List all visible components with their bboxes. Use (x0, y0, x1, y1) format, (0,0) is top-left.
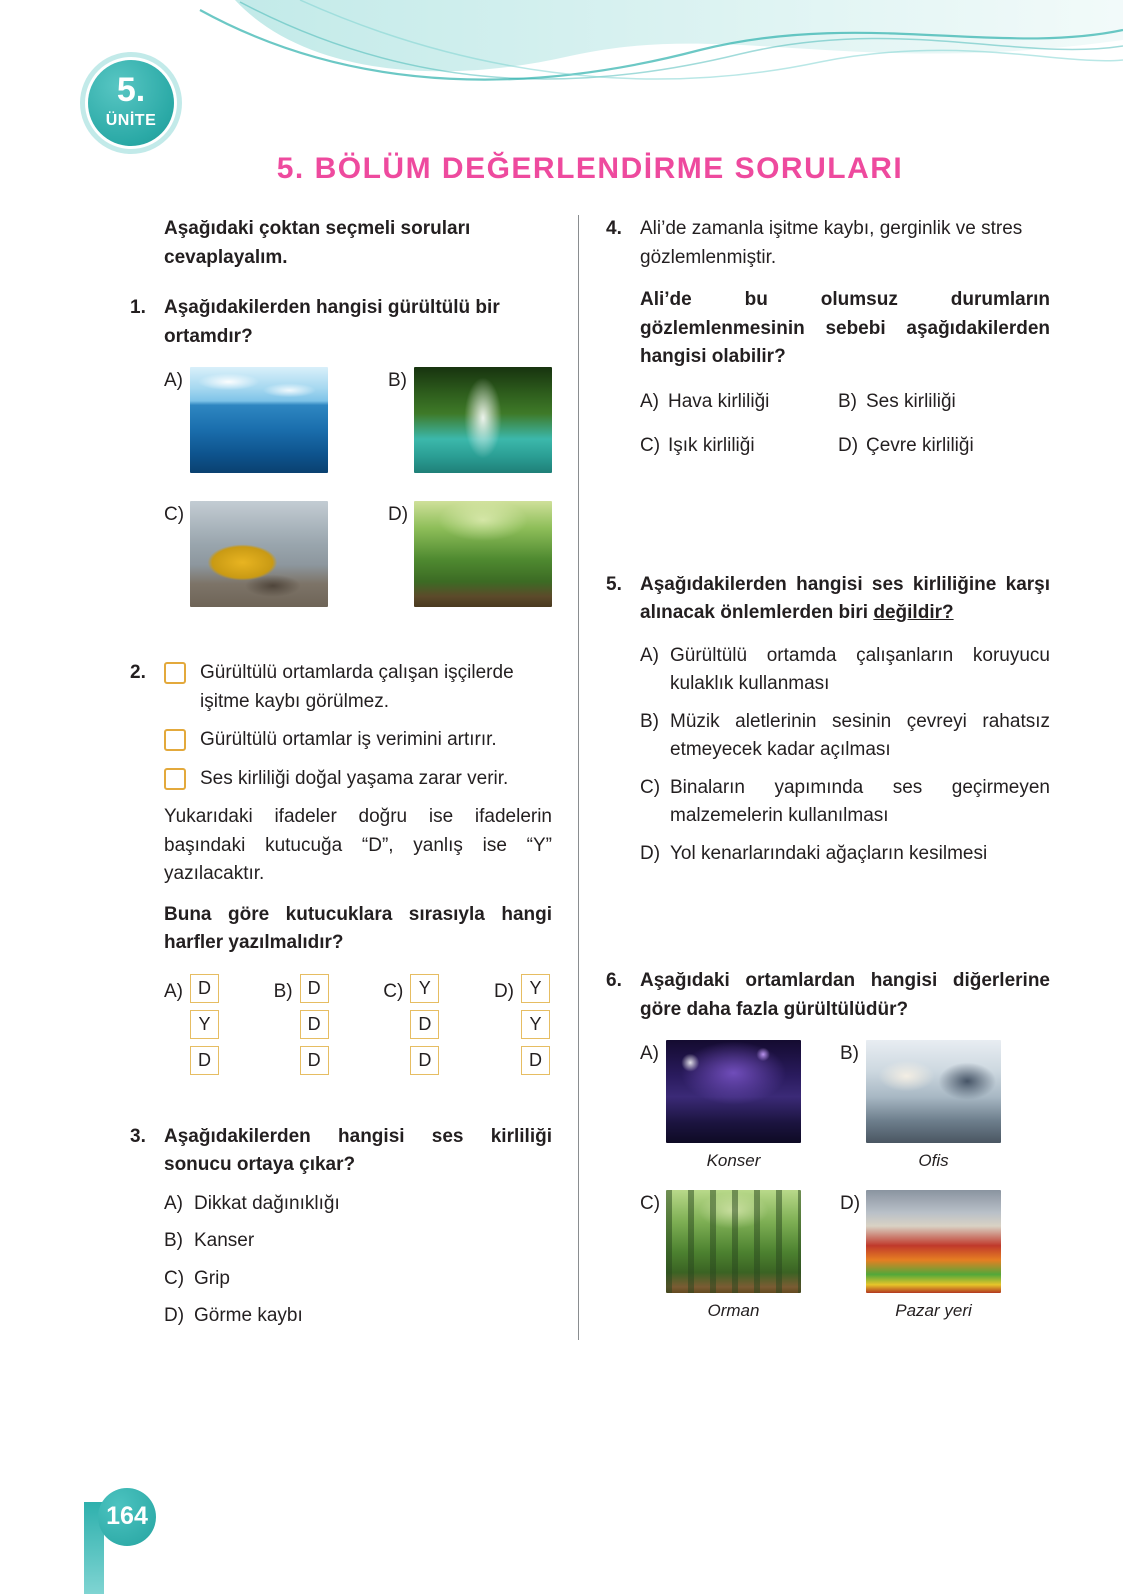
q3-option-c-text: Grip (194, 1267, 230, 1289)
forest-photo (414, 501, 552, 607)
page-number: 164 (106, 1502, 148, 1531)
q2-option-a (164, 974, 219, 1075)
q1-option-d-label: D) (388, 504, 409, 525)
q5-option-d-text: Yol kenarlarındaki ağaçların kesilmesi (670, 842, 988, 864)
q3-option-c (164, 1265, 552, 1294)
letter-box: D (190, 1046, 219, 1075)
q3-option-a-label: A) (164, 1192, 183, 1214)
q5-option-c (640, 774, 1050, 831)
concert-photo (666, 1040, 801, 1143)
q4-option-b-label: B) (838, 390, 857, 412)
question-2 (130, 659, 552, 1075)
letter-box: D (521, 1046, 550, 1075)
q4-option-c (640, 432, 838, 461)
q6-option-c-label: C) (640, 1192, 661, 1214)
question-5 (606, 571, 1050, 878)
q6-option-d-caption: Pazar yeri (895, 1300, 972, 1320)
statement-3-checkbox[interactable] (164, 768, 186, 790)
question-4-number: 4. (606, 218, 622, 239)
letter-box: D (300, 1046, 329, 1075)
q5-option-d (640, 840, 1050, 869)
statement-3-text: Ses kirliliği doğal yaşama zarar verir. (200, 767, 509, 789)
right-column (578, 215, 1050, 1340)
q1-image-row-2 (164, 501, 552, 607)
statement-2-checkbox[interactable] (164, 729, 186, 751)
intro-text: Aşağıdaki çoktan seçmeli soruları cevaplayalım. (164, 218, 471, 268)
q1-image-row-1 (164, 367, 552, 473)
question-1-number: 1. (130, 297, 146, 318)
letter-box: D (300, 974, 329, 1003)
question-5-number: 5. (606, 573, 622, 595)
question-6-text: Aşağıdaki ortamlardan hangisi diğerlerine göre daha fazla gürültülüdür? (640, 970, 1050, 1020)
q4-option-a (640, 388, 838, 417)
q6-option-b (840, 1040, 1001, 1174)
q6-option-a-caption: Konser (706, 1151, 761, 1170)
q4-option-d-label: D) (838, 435, 859, 456)
q4-option-row-2 (640, 432, 1050, 461)
statement-1-text: Gürültülü ortamlarda çalışan işçilerde işitme kaybı görülmez. (200, 662, 514, 712)
q6-option-c (640, 1190, 840, 1324)
q1-option-c (164, 501, 388, 607)
q1-option-d (388, 501, 552, 607)
woods-photo (666, 1190, 801, 1293)
q4-option-a-label: A) (640, 390, 659, 412)
letter-box: D (300, 1010, 329, 1039)
q5-option-a (640, 642, 1050, 699)
q5-option-c-text: Binaların yapımında ses geçirmeyen malzemelerin kullanılması (670, 776, 1050, 826)
q4-option-d-text: Çevre kirliliği (866, 435, 974, 456)
unit-badge (88, 60, 174, 146)
question-4 (606, 215, 1050, 477)
q3-option-d-label: D) (164, 1305, 185, 1326)
letter-box: D (410, 1010, 439, 1039)
q2-option-b-label: B) (273, 980, 293, 1002)
q3-option-a (164, 1190, 552, 1219)
q3-option-c-label: C) (164, 1267, 185, 1289)
letter-box: Y (521, 974, 550, 1003)
unit-number: 5. (116, 71, 146, 109)
q4-option-b-text: Ses kirliliği (866, 390, 956, 412)
sea-photo (190, 367, 328, 473)
q3-option-b-text: Kanser (194, 1230, 255, 1251)
q6-option-c-caption: Orman (707, 1300, 760, 1320)
excavator-photo (190, 501, 328, 607)
q5-option-b-label: B) (640, 710, 659, 732)
q6-option-a-label: A) (640, 1043, 659, 1064)
q1-option-b (388, 367, 552, 473)
q5-option-a-label: A) (640, 644, 659, 666)
q1-option-a (164, 367, 388, 473)
question-5-text-underlined: değildir? (873, 602, 954, 623)
q1-option-c-label: C) (164, 504, 185, 525)
q3-option-d-text: Görme kaybı (194, 1305, 303, 1326)
q1-option-b-label: B) (388, 370, 407, 391)
q2-option-c (383, 974, 439, 1075)
question-2-number: 2. (130, 662, 146, 683)
waterfall-photo (414, 367, 552, 473)
q4-option-a-text: Hava kirliliği (668, 390, 770, 412)
q2-statement-1 (164, 659, 552, 716)
q2-option-a-label: A) (164, 980, 183, 1002)
question-3-number: 3. (130, 1125, 146, 1147)
two-column-layout (130, 215, 1050, 1340)
question-6-number: 6. (606, 970, 622, 991)
q4-option-d (838, 432, 974, 461)
q2-option-b (274, 974, 329, 1075)
q6-image-row-1 (640, 1040, 1050, 1174)
q3-option-b (164, 1227, 552, 1256)
question-3-text: Aşağıdakilerden hangisi ses kirliliği sonucu ortaya çıkar? (164, 1125, 552, 1175)
letter-box: Y (190, 1010, 219, 1039)
statement-2-text: Gürültülü ortamlar iş verimini artırır. (200, 729, 497, 750)
q6-option-d (840, 1190, 1001, 1324)
q4-option-b (838, 388, 956, 417)
q5-option-d-label: D) (640, 842, 661, 864)
q2-answer-options (164, 974, 552, 1075)
page-content (130, 146, 1050, 1340)
question-5-text-main: Aşağıdakilerden hangisi ses kirliliğine karşı alınacak önlemlerden biri (640, 573, 1050, 623)
unit-label: ÜNİTE (105, 112, 157, 129)
q6-option-d-label: D) (840, 1192, 861, 1214)
question-4-text: Ali’de bu olumsuz durumların gözlemlenmesinin sebebi aşağıdakilerden hangisi olabilir? (640, 289, 1050, 367)
q5-option-c-label: C) (640, 776, 661, 798)
q3-option-b-label: B) (164, 1230, 183, 1251)
page-title: 5. BÖLÜM DEĞERLENDİRME SORULARI (276, 152, 904, 185)
q5-option-b-text: Müzik aletlerinin sesinin çevreyi rahatsız etmeyecek kadar açılması (670, 710, 1050, 760)
letter-box: Y (410, 974, 439, 1003)
question-1 (130, 294, 552, 607)
q2-explanation: Yukarıdaki ifadeler doğru ise ifadelerin başındaki kutucuğa “D”, yanlış ise “Y” yazılacaktır. (164, 806, 552, 884)
question-5-text (640, 571, 1050, 628)
q6-option-b-caption: Ofis (918, 1151, 949, 1170)
office-photo (866, 1040, 1001, 1143)
q6-option-a (640, 1040, 840, 1174)
q4-option-c-text: Işık kirliliği (668, 435, 755, 456)
q5-option-a-text: Gürültülü ortamda çalışanların koruyucu kulaklık kullanması (670, 644, 1050, 694)
market-photo (866, 1190, 1001, 1293)
letter-box: Y (521, 1010, 550, 1039)
letter-box: D (410, 1046, 439, 1075)
q3-option-a-text: Dikkat dağınıklığı (194, 1192, 340, 1214)
q2-statement-3 (164, 765, 552, 794)
q2-option-c-label: C) (383, 980, 404, 1002)
question-6 (606, 967, 1050, 1323)
q1-option-a-label: A) (164, 370, 183, 391)
question-4-lead: Ali’de zamanla işitme kaybı, gerginlik ve stres gözlemlenmiştir. (640, 218, 1023, 268)
left-column (130, 215, 578, 1340)
q4-option-row-1 (640, 388, 1050, 417)
q4-option-c-label: C) (640, 435, 661, 456)
q2-statement-2 (164, 726, 552, 755)
question-2-text: Buna göre kutucuklara sırasıyla hangi harfler yazılmalıdır? (164, 903, 552, 953)
letter-box: D (190, 974, 219, 1003)
q2-option-d (494, 974, 550, 1075)
q2-option-d-label: D) (493, 980, 514, 1002)
question-1-text: Aşağıdakilerden hangisi gürültülü bir ortamdır? (164, 297, 500, 347)
q6-image-row-2 (640, 1190, 1050, 1324)
q3-option-d (164, 1302, 552, 1331)
q6-option-b-label: B) (840, 1043, 859, 1064)
page-number-badge (98, 1488, 156, 1546)
q5-option-b (640, 708, 1050, 765)
question-3 (130, 1123, 552, 1340)
statement-1-checkbox[interactable] (164, 662, 186, 684)
